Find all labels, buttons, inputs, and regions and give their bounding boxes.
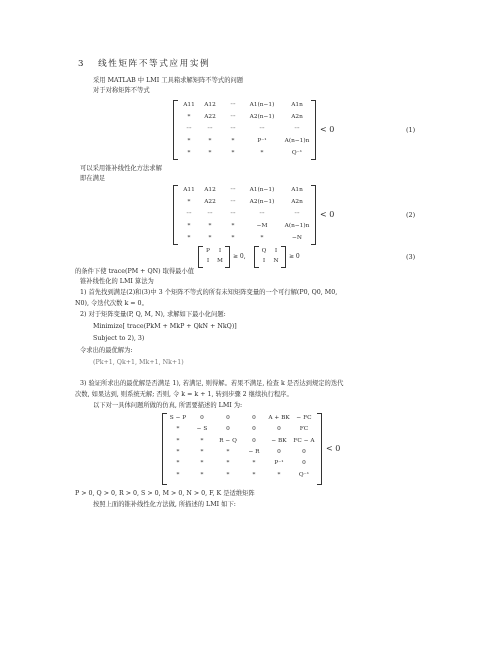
matrix-entry: P (206, 248, 210, 254)
intro-line-2: 对于对称矩阵不等式 (93, 87, 150, 94)
tail-line-1: P > 0, Q > 0, R > 0, S > 0, M > 0, N > 0, F, K 是适维矩阵 (75, 490, 255, 497)
matrix-entry: * (187, 150, 191, 156)
body-line: 2) 对于矩阵变量(P, Q, M, N), 求解如下最小化问题: (80, 311, 226, 318)
left-bracket (254, 246, 259, 268)
matrix-entry: I (274, 248, 278, 254)
left-bracket (198, 246, 203, 268)
matrix-entry: * (226, 460, 230, 466)
body-line: 的条件下使 trace(PM + QN) 取得最小值 (75, 268, 195, 275)
matrix-entry: I (262, 258, 266, 264)
matrix-entry: − S (196, 426, 208, 432)
matrix-entry: * (187, 235, 191, 241)
matrix-entry: Q (261, 248, 267, 254)
matrix-entry: ··· (207, 126, 213, 132)
eq3-right-relation: ≥ 0 (289, 253, 300, 260)
matrix-entry: A2n (291, 114, 303, 120)
matrix-entry: * (176, 438, 180, 444)
matrix-entry: 0 (252, 438, 256, 444)
matrix-entry: ··· (230, 114, 236, 120)
matrix-entry: * (187, 138, 191, 144)
body-line: 1) 首先找到满足(2)和(3)中 3 个矩阵不等式的所有未知矩阵变量的一个可行解(P0, Q0, M0, (80, 289, 338, 296)
matrix-entry: * (231, 138, 235, 144)
matrix-entry: ··· (230, 199, 236, 205)
matrix-entry: Q⁻¹ (298, 472, 310, 478)
matrix-entry: * (187, 114, 191, 120)
matrix-entry: * (252, 472, 256, 478)
matrix-entry: * (200, 460, 204, 466)
body-line: Subject to 2), 3) (93, 335, 145, 342)
left-bracket (173, 100, 178, 160)
body-line: 以下对一具体问题所做的仿真, 所需要描述的 LMI 为: (93, 402, 243, 409)
matrix-entry: 0 (302, 449, 306, 455)
matrix-entry: A(n−1)n (284, 138, 310, 144)
matrix-entry: * (187, 199, 191, 205)
eq4-relation: < 0 (326, 444, 341, 453)
right-bracket (225, 246, 230, 268)
matrix-entry: A1(n−1) (249, 187, 275, 193)
matrix-entry: − BK (271, 438, 287, 444)
matrix-entry: 0 (226, 426, 230, 432)
matrix-entry: * (176, 449, 180, 455)
matrix-entry: * (277, 472, 281, 478)
right-bracket (317, 413, 322, 485)
matrix-inequality-2 (173, 185, 316, 245)
matrix-entry: ··· (294, 126, 300, 132)
section-number: 3 (78, 59, 86, 69)
matrix-entry: ··· (207, 211, 213, 217)
matrix-entry: −M (256, 223, 268, 229)
matrix-entry: A1(n−1) (249, 102, 275, 108)
matrix-entry: * (226, 449, 230, 455)
section-heading (78, 60, 210, 68)
matrix-entry: A11 (183, 102, 195, 108)
matrix-entry: 0 (302, 460, 306, 466)
matrix-entry: A + BK (268, 415, 290, 421)
matrix-entry: ··· (186, 126, 192, 132)
matrix-entry: 0 (252, 415, 256, 421)
matrix-entry: * (176, 460, 180, 466)
mid-text-2: 即在满足 (80, 175, 106, 182)
matrix-entry: ··· (230, 187, 236, 193)
matrix-entry: ··· (259, 211, 265, 217)
matrix-entry: * (231, 223, 235, 229)
body-line: 锥补线性化的 LMI 算法为 (80, 278, 154, 285)
matrix-entry: * (176, 472, 180, 478)
matrix-entry: * (208, 235, 212, 241)
matrix-entry: I (206, 258, 210, 264)
matrix-entry: ··· (230, 126, 236, 132)
intro-line-1: 采用 MATLAB 中 LMI 工具箱求解矩阵不等式的问题 (93, 77, 244, 84)
matrix-inequality-lmi (162, 413, 322, 485)
matrix-entry: FC (299, 426, 309, 432)
matrix-entry: M (217, 258, 223, 264)
left-bracket (162, 413, 167, 485)
matrix-entry: A1n (291, 102, 303, 108)
matrix-entry: − R (248, 449, 260, 455)
matrix-entry: A12 (204, 187, 216, 193)
right-bracket (311, 100, 316, 160)
matrix-entry: * (176, 426, 180, 432)
matrix-entry: A2n (291, 199, 303, 205)
matrix-entry: P⁻¹ (257, 138, 267, 144)
eq1-number: (1) (406, 126, 416, 134)
matrix-entry: A2(n−1) (249, 199, 275, 205)
matrix-entry: 0 (226, 415, 230, 421)
section-title: 线性矩阵不等式应用实例 (98, 59, 211, 69)
matrix-entry: 0 (277, 426, 281, 432)
left-bracket (173, 185, 178, 245)
matrix-entry: 0 (200, 415, 204, 421)
matrix-entry: * (200, 472, 204, 478)
matrix-entry: −N (292, 235, 302, 241)
matrix-entry: * (231, 150, 235, 156)
matrix-entry: * (231, 235, 235, 241)
body-line: Minimize[ trace(PkM + MkP + QkN + NkQ)] (93, 323, 237, 330)
matrix-entry: A(n−1)n (284, 223, 310, 229)
matrix-entry: ··· (230, 211, 236, 217)
matrix-entry: I (218, 248, 222, 254)
matrix-entry: A22 (204, 199, 216, 205)
eq2-number: (2) (406, 211, 416, 219)
eq3-number: (3) (406, 253, 416, 261)
right-bracket (281, 246, 286, 268)
matrix-entry: * (252, 460, 256, 466)
matrix-entry: ··· (186, 211, 192, 217)
matrix-entry: ··· (259, 126, 265, 132)
body-line: 次数, 如果达到, 则系统无解; 否则, 令 k = k + 1, 转到步骤 2 继续执行程序。 (75, 391, 293, 398)
matrix-entry: * (200, 449, 204, 455)
matrix-entry: FC − A (293, 438, 315, 444)
matrix-entry: * (208, 150, 212, 156)
matrix-entry: * (226, 472, 230, 478)
matrix-entry: A22 (204, 114, 216, 120)
matrix-entry: A2(n−1) (249, 114, 275, 120)
eq1-relation: < 0 (320, 125, 335, 134)
matrix-QIIN (254, 246, 286, 268)
matrix-entry: * (260, 235, 264, 241)
matrix-entry: * (208, 138, 212, 144)
matrix-entry: * (187, 223, 191, 229)
eq2-relation: < 0 (320, 210, 335, 219)
body-line: 3) 验证所求出的最优解是否满足 1), 若满足, 则得解。若果不满足, 检查 k 是否达到规定的迭代 (80, 380, 344, 387)
matrix-entry: Q⁻¹ (291, 150, 303, 156)
matrix-entry: A11 (183, 187, 195, 193)
matrix-entry: ··· (230, 102, 236, 108)
matrix-entry: 0 (252, 426, 256, 432)
matrix-entry: * (260, 150, 264, 156)
matrix-PIIM (198, 246, 230, 268)
matrix-entry: ··· (294, 211, 300, 217)
matrix-entry: − FC (296, 415, 312, 421)
body-line: N0), 令迭代次数 k = 0。 (75, 300, 148, 307)
matrix-entry: A1n (291, 187, 303, 193)
matrix-entry: A12 (204, 102, 216, 108)
matrix-entry: 0 (277, 449, 281, 455)
matrix-inequality-1 (173, 100, 316, 160)
right-bracket (311, 185, 316, 245)
tail-line-2: 按照上面的锥补线性化方法做, 所描述的 LMI 如下: (93, 501, 236, 508)
body-line: 令求出的最优解为: (80, 347, 133, 354)
matrix-entry: * (200, 438, 204, 444)
matrix-entry: S − P (169, 415, 187, 421)
matrix-entry: P⁻¹ (274, 460, 284, 466)
eq3-left-relation: ≥ 0, (233, 253, 246, 260)
matrix-entry: N (273, 258, 279, 264)
matrix-entry: * (208, 223, 212, 229)
mid-text-1: 可以采用锥补线性化方法求解 (80, 165, 162, 172)
matrix-entry: R − Q (219, 438, 237, 444)
body-line: (Pk+1, Qk+1, Mk+1, Nk+1) (93, 359, 184, 366)
